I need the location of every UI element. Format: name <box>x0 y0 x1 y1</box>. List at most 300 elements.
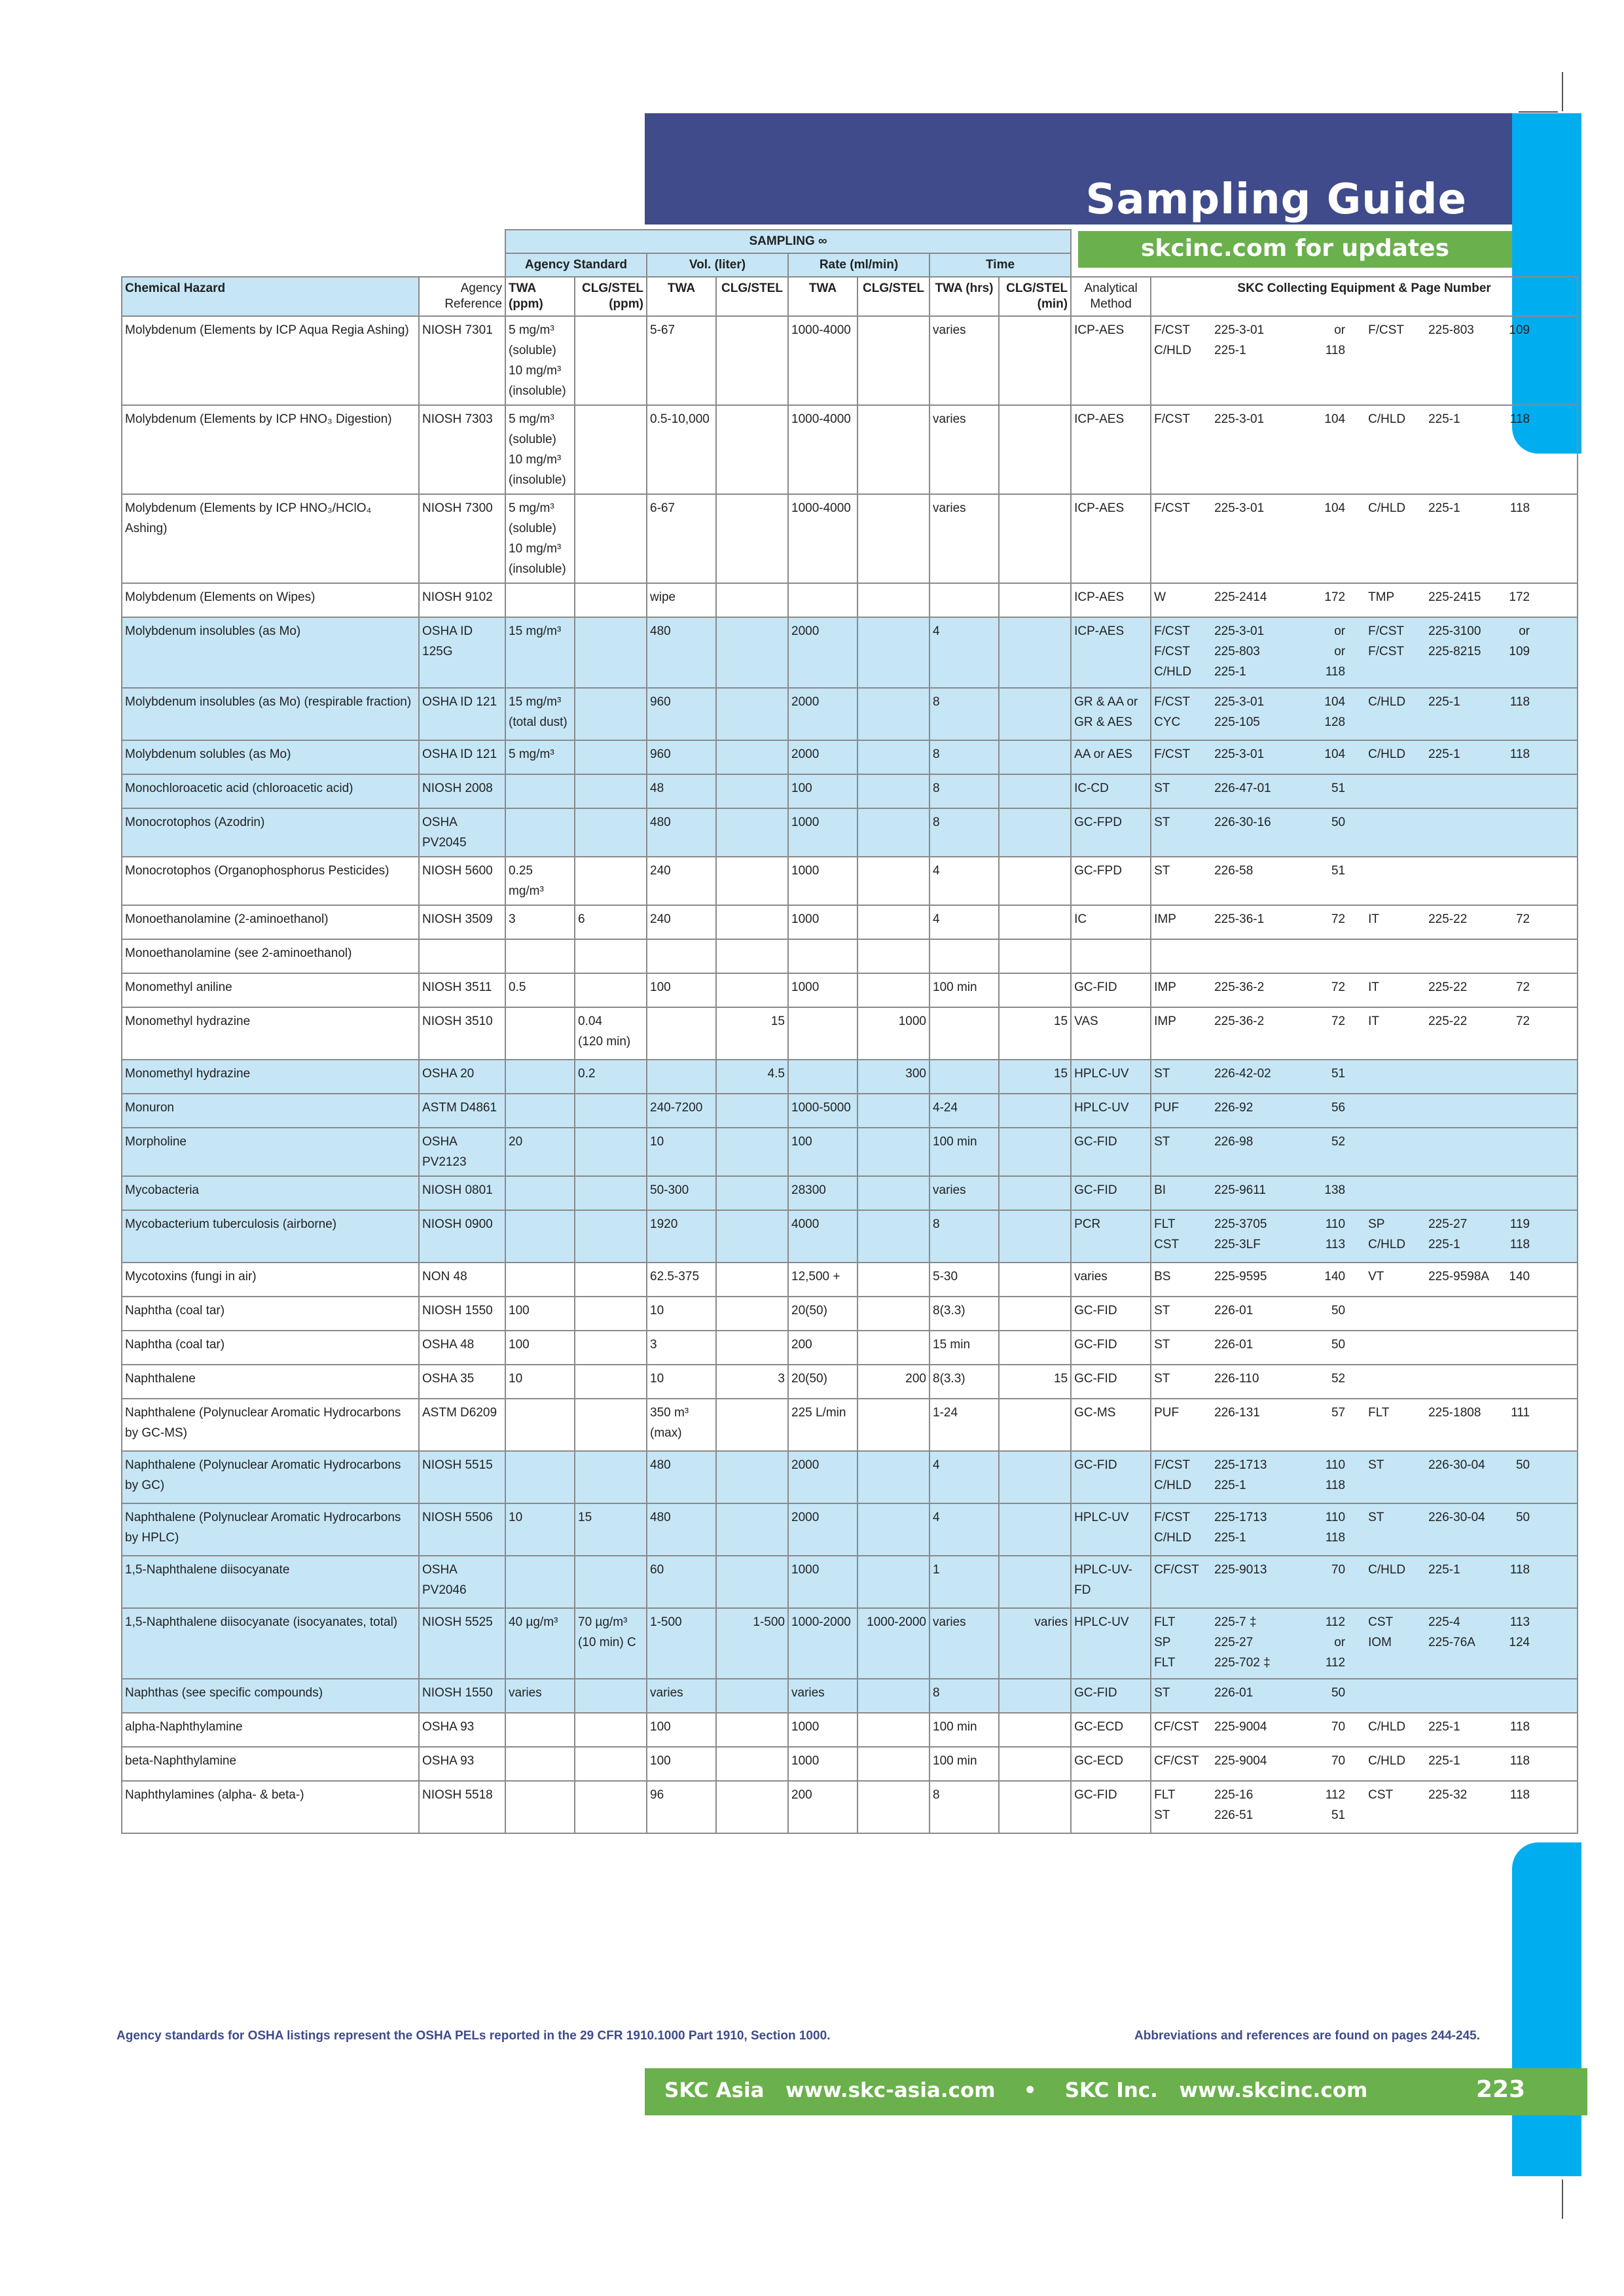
page-ref <box>1500 712 1530 732</box>
equipment-line <box>1154 641 1574 662</box>
equipment-cell <box>1151 316 1578 405</box>
catalog-number <box>1428 340 1500 361</box>
time-twa-cell: 4 <box>929 617 999 688</box>
time-twa-cell <box>929 583 999 617</box>
rate-twa-cell: 2000 <box>788 740 857 774</box>
equipment-code: CYC <box>1154 715 1181 729</box>
clg-ppm-cell <box>575 1399 647 1451</box>
analytical-method-header: Analytical Method <box>1071 277 1151 316</box>
agency-ref-cell: NIOSH 5518 <box>419 1781 505 1833</box>
equipment-code: ST <box>1154 816 1170 829</box>
clg-ppm-cell <box>575 1451 647 1503</box>
equipment-code: FLT <box>1154 1656 1176 1670</box>
equipment-line <box>1154 1632 1574 1653</box>
vol-twa-cell: 240-7200 <box>647 1094 716 1128</box>
catalog-number: 225-702 ‡ <box>1214 1656 1271 1670</box>
equipment-code: ST <box>1154 1338 1170 1352</box>
equipment-code <box>1368 1369 1428 1389</box>
equipment-code: SP <box>1154 1636 1171 1649</box>
hazard-cell: Mycotoxins (fungi in air) <box>122 1263 419 1297</box>
catalog-number: 225-1713 <box>1214 1511 1267 1524</box>
equipment-spacer <box>1345 1011 1368 1031</box>
clg-ppm-cell <box>575 1781 647 1833</box>
time-clg-cell <box>999 808 1071 857</box>
page-ref: or <box>1334 624 1346 638</box>
rate-clg-cell: 1000-2000 <box>857 1608 929 1679</box>
method-cell: GC-FID <box>1071 1781 1151 1833</box>
equipment-cell <box>1151 1747 1578 1781</box>
vol-clg-cell <box>716 1747 788 1781</box>
vol-twa-cell: 100 <box>647 1747 716 1781</box>
catalog-number: 225-3-01 <box>1214 747 1265 761</box>
clg-ppm-cell <box>575 1128 647 1176</box>
equipment-code: F/CST <box>1154 1458 1190 1472</box>
catalog-number <box>1428 1369 1500 1389</box>
page-ref: 72 <box>1515 912 1530 926</box>
page-ref: 51 <box>1331 1808 1346 1822</box>
table-row <box>122 808 1578 857</box>
equipment-code <box>1368 861 1428 881</box>
page-ref: 112 <box>1325 1788 1346 1802</box>
agency-ref-cell: NIOSH 5525 <box>419 1608 505 1679</box>
agency-ref-cell: NIOSH 1550 <box>419 1679 505 1713</box>
equipment-code: W <box>1154 590 1166 604</box>
page-ref <box>1500 1475 1530 1496</box>
agency-ref-cell: ASTM D4861 <box>419 1094 505 1128</box>
agency-ref-cell: OSHA 20 <box>419 1060 505 1094</box>
rate-clg-cell <box>857 1503 929 1556</box>
table-row <box>122 939 1578 973</box>
equipment-spacer <box>1345 1507 1368 1528</box>
vol-clg-cell <box>716 583 788 617</box>
rate-clg-cell <box>857 1297 929 1331</box>
vol-clg-cell <box>716 1503 788 1556</box>
agency-ref-cell: NON 48 <box>419 1263 505 1297</box>
table-row <box>122 1399 1578 1451</box>
rate-clg-cell <box>857 857 929 905</box>
method-cell: ICP-AES <box>1071 583 1151 617</box>
hazard-cell: Molybdenum insolubles (as Mo) <box>122 617 419 688</box>
vol-twa-cell: 10 <box>647 1297 716 1331</box>
equipment-spacer <box>1345 587 1368 607</box>
rate-twa-cell: 100 <box>788 774 857 808</box>
vol-twa-cell: 6-67 <box>647 494 716 583</box>
equipment-cell <box>1151 1781 1578 1833</box>
time-twa-cell: 8 <box>929 1210 999 1263</box>
catalog-number: 225-9595 <box>1214 1270 1267 1283</box>
equipment-cell <box>1151 1297 1578 1331</box>
equipment-line <box>1154 712 1574 732</box>
hazard-cell: Molybdenum solubles (as Mo) <box>122 740 419 774</box>
hazard-cell: Naphthas (see specific compounds) <box>122 1679 419 1713</box>
hazard-cell: Naphthalene (Polynuclear Aromatic Hydrocarbons by GC-MS) <box>122 1399 419 1451</box>
catalog-number <box>1428 1064 1500 1084</box>
table-row <box>122 1297 1578 1331</box>
hazard-cell: alpha-Naphthylamine <box>122 1713 419 1747</box>
equipment-code: C/HLD <box>1368 1563 1406 1577</box>
equipment-cell <box>1151 1263 1578 1297</box>
vol-clg-cell <box>716 1399 788 1451</box>
method-cell: GC-MS <box>1071 1399 1151 1451</box>
clg-ppm-cell <box>575 939 647 973</box>
vol-clg-cell <box>716 939 788 973</box>
vol-clg-cell <box>716 1331 788 1365</box>
time-twa-cell: 1 <box>929 1556 999 1608</box>
rate-clg-cell: 300 <box>857 1060 929 1094</box>
clg-ppm-cell <box>575 1747 647 1781</box>
equipment-code: CF/CST <box>1154 1563 1199 1577</box>
equipment-code: CF/CST <box>1154 1720 1199 1734</box>
page-ref: 118 <box>1509 747 1530 761</box>
equipment-code: ST <box>1154 1304 1170 1318</box>
page-ref: 72 <box>1515 980 1530 994</box>
clg-ppm-cell: 0.2 <box>575 1060 647 1094</box>
equipment-line <box>1154 409 1574 429</box>
page-ref <box>1500 1180 1530 1200</box>
rate-clg-cell <box>857 1399 929 1451</box>
hazard-cell: Monochloroacetic acid (chloroacetic acid) <box>122 774 419 808</box>
clg-ppm-cell <box>575 1297 647 1331</box>
time-twa-cell: 1-24 <box>929 1399 999 1451</box>
twa-ppm-cell: 0.25 mg/m³ <box>505 857 575 905</box>
equipment-spacer <box>1345 340 1368 361</box>
rate-twa-cell: 1000 <box>788 1747 857 1781</box>
twa-ppm-cell <box>505 1094 575 1128</box>
catalog-number: 225-27 <box>1214 1636 1254 1649</box>
hazard-cell: Mycobacterium tuberculosis (airborne) <box>122 1210 419 1263</box>
rate-clg-cell <box>857 1176 929 1210</box>
equipment-code: FLT <box>1368 1406 1390 1420</box>
catalog-number: 225-3-01 <box>1214 501 1265 515</box>
equipment-cell <box>1151 1007 1578 1060</box>
agency-ref-cell: OSHA PV2045 <box>419 808 505 857</box>
time-twa-cell: 8 <box>929 1679 999 1713</box>
vol-twa-cell: 1-500 <box>647 1608 716 1679</box>
twa-ppm-cell: 15 mg/m³ <box>505 617 575 688</box>
equipment-code: F/CST <box>1154 1511 1190 1524</box>
vol-twa-cell: 480 <box>647 1451 716 1503</box>
catalog-number: 225-22 <box>1428 980 1468 994</box>
vol-clg-cell <box>716 905 788 939</box>
equipment-code <box>1368 1064 1428 1084</box>
time-twa-cell: varies <box>929 1176 999 1210</box>
vol-clg-cell <box>716 1176 788 1210</box>
equipment-line <box>1154 977 1574 997</box>
vol-clg-cell: 3 <box>716 1365 788 1399</box>
table-row <box>122 1060 1578 1094</box>
catalog-number: 225-1 <box>1214 1531 1246 1545</box>
time-twa-cell: 8(3.3) <box>929 1365 999 1399</box>
equipment-spacer <box>1345 1064 1368 1084</box>
catalog-number: 225-9598A <box>1428 1270 1490 1283</box>
agency-ref-cell: NIOSH 2008 <box>419 774 505 808</box>
equipment-cell <box>1151 1503 1578 1556</box>
equipment-line <box>1154 1064 1574 1084</box>
time-clg-cell <box>999 494 1071 583</box>
catalog-number <box>1428 662 1500 682</box>
agency-ref-cell: OSHA ID 125G <box>419 617 505 688</box>
page-ref: 50 <box>1515 1511 1530 1524</box>
vol-clg-cell <box>716 857 788 905</box>
vol-twa-cell: 60 <box>647 1556 716 1608</box>
catalog-number <box>1428 1335 1500 1355</box>
equipment-spacer <box>1345 1403 1368 1423</box>
hazard-cell: Naphtha (coal tar) <box>122 1331 419 1365</box>
agency-ref-cell: NIOSH 0801 <box>419 1176 505 1210</box>
method-cell: GC-FID <box>1071 1128 1151 1176</box>
hazard-cell: beta-Naphthylamine <box>122 1747 419 1781</box>
equipment-spacer <box>1345 977 1368 997</box>
table-row <box>122 316 1578 405</box>
equipment-cell <box>1151 1365 1578 1399</box>
equipment-line <box>1154 1528 1574 1548</box>
hazard-cell: 1,5-Naphthalene diisocyanate (isocyanates, total) <box>122 1608 419 1679</box>
equipment-cell <box>1151 973 1578 1007</box>
equipment-spacer <box>1345 909 1368 929</box>
equipment-code <box>1368 340 1428 361</box>
catalog-number: 226-01 <box>1214 1338 1254 1352</box>
equipment-spacer <box>1345 1528 1368 1548</box>
catalog-number: 226-30-04 <box>1428 1511 1485 1524</box>
method-cell: GC-ECD <box>1071 1713 1151 1747</box>
hazard-cell: Monoethanolamine (2-aminoethanol) <box>122 905 419 939</box>
rate-clg-cell <box>857 1263 929 1297</box>
time-twa-cell: 100 min <box>929 973 999 1007</box>
page-ref: 51 <box>1331 781 1346 795</box>
page-ref <box>1500 1805 1530 1825</box>
time-clg-cell <box>999 405 1071 494</box>
equipment-code <box>1368 1475 1428 1496</box>
method-cell: GC-FID <box>1071 1365 1151 1399</box>
catalog-number: 225-1 <box>1428 1563 1460 1577</box>
table-row <box>122 405 1578 494</box>
rate-twa-cell: 200 <box>788 1331 857 1365</box>
time-twa-cell: 5-30 <box>929 1263 999 1297</box>
catalog-number: 225-16 <box>1214 1788 1254 1802</box>
time-twa-cell: varies <box>929 494 999 583</box>
equipment-code <box>1368 1805 1428 1825</box>
rate-twa-cell: 1000-2000 <box>788 1608 857 1679</box>
equipment-code: C/HLD <box>1154 1531 1192 1545</box>
clg-ppm-cell <box>575 1331 647 1365</box>
agency-ref-cell: OSHA ID 121 <box>419 740 505 774</box>
time-clg-cell <box>999 688 1071 740</box>
equipment-code: ST <box>1368 1511 1384 1524</box>
rate-clg-cell <box>857 1713 929 1747</box>
equipment-code: F/CST <box>1368 323 1404 337</box>
catalog-number <box>1428 712 1500 732</box>
equipment-spacer <box>1345 1300 1368 1321</box>
equipment-line <box>1154 812 1574 833</box>
page-ref <box>1500 1335 1530 1355</box>
catalog-number: 226-47-01 <box>1214 781 1271 795</box>
catalog-number <box>1428 1528 1500 1548</box>
twa-ppm-header: TWA (ppm) <box>505 277 575 316</box>
time-clg-cell <box>999 1451 1071 1503</box>
catalog-number: 225-22 <box>1428 1014 1468 1028</box>
vol-twa-cell: 240 <box>647 905 716 939</box>
catalog-number <box>1428 1683 1500 1703</box>
twa-ppm-cell: 15 mg/m³ (total dust) <box>505 688 575 740</box>
catalog-number <box>1428 812 1500 833</box>
equipment-code: PUF <box>1154 1406 1180 1420</box>
catalog-number: 225-9013 <box>1214 1563 1267 1577</box>
page-ref: 51 <box>1331 864 1346 878</box>
equipment-spacer <box>1345 1369 1368 1389</box>
vol-twa-cell: 5-67 <box>647 316 716 405</box>
vol-twa-cell: 480 <box>647 808 716 857</box>
equipment-line <box>1154 1717 1574 1737</box>
page-ref: 50 <box>1331 1686 1346 1700</box>
time-twa-cell: 8 <box>929 688 999 740</box>
vol-twa-cell <box>647 1060 716 1094</box>
vol-twa-cell: 62.5-375 <box>647 1263 716 1297</box>
agency-ref-cell: OSHA 93 <box>419 1747 505 1781</box>
clg-ppm-cell <box>575 740 647 774</box>
catalog-number: 225-3LF <box>1214 1238 1261 1251</box>
catalog-number: 225-8215 <box>1428 645 1481 658</box>
twa-ppm-cell <box>505 1451 575 1503</box>
equipment-spacer <box>1345 320 1368 340</box>
twa-ppm-cell: 100 <box>505 1297 575 1331</box>
time-twa-cell <box>929 1060 999 1094</box>
method-cell: HPLC-UV <box>1071 1094 1151 1128</box>
clg-ppm-cell: 70 µg/m³ (10 min) C <box>575 1608 647 1679</box>
vol-twa-cell: 10 <box>647 1128 716 1176</box>
equipment-line <box>1154 1098 1574 1118</box>
catalog-number: 226-131 <box>1214 1406 1260 1420</box>
page-ref: 118 <box>1509 1563 1530 1577</box>
page-ref <box>1500 1064 1530 1084</box>
crop-mark <box>1562 2179 1563 2219</box>
method-cell: IC-CD <box>1071 774 1151 808</box>
hazard-cell: Naphthylamines (alpha- & beta-) <box>122 1781 419 1833</box>
page-ref: 110 <box>1325 1217 1346 1231</box>
vol-clg-cell <box>716 740 788 774</box>
catalog-number <box>1428 1132 1500 1152</box>
crop-mark <box>1519 111 1558 113</box>
equipment-cell <box>1151 1608 1578 1679</box>
vol-clg-cell <box>716 808 788 857</box>
equipment-spacer <box>1345 1475 1368 1496</box>
page-ref: 119 <box>1509 1217 1530 1231</box>
equipment-line <box>1154 1132 1574 1152</box>
equipment-code <box>1368 712 1428 732</box>
rate-twa-cell: 4000 <box>788 1210 857 1263</box>
method-cell: AA or AES <box>1071 740 1151 774</box>
page-ref: 124 <box>1509 1636 1530 1649</box>
rate-clg-cell <box>857 1210 929 1263</box>
hazard-cell: Mycobacteria <box>122 1176 419 1210</box>
clg-stel-ppm-header: CLG/STEL (ppm) <box>575 277 647 316</box>
agency-ref-cell <box>419 939 505 973</box>
page-ref: 138 <box>1324 1183 1346 1197</box>
equipment-code: F/CST <box>1154 323 1190 337</box>
twa-ppm-cell <box>505 1060 575 1094</box>
equipment-code: F/CST <box>1154 695 1190 709</box>
agency-ref-cell: OSHA PV2123 <box>419 1128 505 1176</box>
page-ref: 50 <box>1331 1304 1346 1318</box>
agency-ref-cell: OSHA 35 <box>419 1365 505 1399</box>
vol-clg-cell <box>716 1451 788 1503</box>
agency-ref-cell: NIOSH 3510 <box>419 1007 505 1060</box>
vol-twa-cell: 48 <box>647 774 716 808</box>
time-twa-cell: 8 <box>929 740 999 774</box>
rate-twa-cell: 1000-5000 <box>788 1094 857 1128</box>
time-clg-cell: 15 <box>999 1365 1071 1399</box>
table-row <box>122 1747 1578 1781</box>
rate-clg-cell <box>857 1128 929 1176</box>
equipment-code <box>1368 812 1428 833</box>
time-clg-cell <box>999 905 1071 939</box>
equipment-code: ST <box>1368 1458 1384 1472</box>
hazard-cell: Morpholine <box>122 1128 419 1176</box>
equipment-cell <box>1151 857 1578 905</box>
equipment-line <box>1154 1612 1574 1632</box>
rate-twa-cell: 1000 <box>788 1556 857 1608</box>
method-cell: VAS <box>1071 1007 1151 1060</box>
page-ref: 110 <box>1325 1458 1346 1472</box>
page-ref <box>1500 778 1530 798</box>
method-cell: HPLC-UV- FD <box>1071 1556 1151 1608</box>
equipment-line <box>1154 1507 1574 1528</box>
time-twa-cell: 15 min <box>929 1331 999 1365</box>
clg-ppm-cell <box>575 1679 647 1713</box>
equipment-code <box>1368 778 1428 798</box>
page-ref <box>1500 1653 1530 1673</box>
twa-ppm-cell: 0.5 <box>505 973 575 1007</box>
equipment-line <box>1154 1011 1574 1031</box>
time-clg-cell <box>999 1556 1071 1608</box>
page-ref: 104 <box>1324 695 1346 709</box>
equipment-code: F/CST <box>1154 501 1190 515</box>
vol-twa-cell: 50-300 <box>647 1176 716 1210</box>
clg-ppm-cell <box>575 1263 647 1297</box>
equipment-code: C/HLD <box>1368 1238 1406 1251</box>
table-row <box>122 583 1578 617</box>
page-ref: 118 <box>1509 1238 1530 1251</box>
equipment-line <box>1154 1751 1574 1771</box>
twa-ppm-cell: 10 <box>505 1365 575 1399</box>
clg-ppm-cell <box>575 494 647 583</box>
rate-clg-cell <box>857 740 929 774</box>
equipment-code: C/HLD <box>1154 1479 1192 1492</box>
equipment-code: F/CST <box>1368 624 1404 638</box>
equipment-cell <box>1151 1331 1578 1365</box>
agency-ref-cell: NIOSH 5600 <box>419 857 505 905</box>
equipment-cell <box>1151 688 1578 740</box>
clg-ppm-cell <box>575 1365 647 1399</box>
equipment-line <box>1154 340 1574 361</box>
equipment-line <box>1154 1403 1574 1423</box>
rate-clg-cell <box>857 1094 929 1128</box>
catalog-number <box>1428 1180 1500 1200</box>
catalog-number: 225-3705 <box>1214 1217 1267 1231</box>
footer-links[interactable]: SKC Asia www.skc-asia.com • SKC Inc. www.skcinc.com <box>664 2079 1368 2102</box>
updates-link[interactable]: skcinc.com for updates <box>1140 235 1449 262</box>
page-ref: 104 <box>1324 412 1346 426</box>
vol-clg-cell <box>716 316 788 405</box>
equipment-code: C/HLD <box>1368 695 1406 709</box>
equipment-code: IMP <box>1154 980 1176 994</box>
catalog-number <box>1428 1475 1500 1496</box>
equipment-cell <box>1151 1060 1578 1094</box>
rate-clg-cell <box>857 1747 929 1781</box>
table-row <box>122 1679 1578 1713</box>
page-ref: 70 <box>1331 1720 1346 1734</box>
hazard-cell: Molybdenum (Elements by ICP Aqua Regia Ashing) <box>122 316 419 405</box>
table-row <box>122 973 1578 1007</box>
